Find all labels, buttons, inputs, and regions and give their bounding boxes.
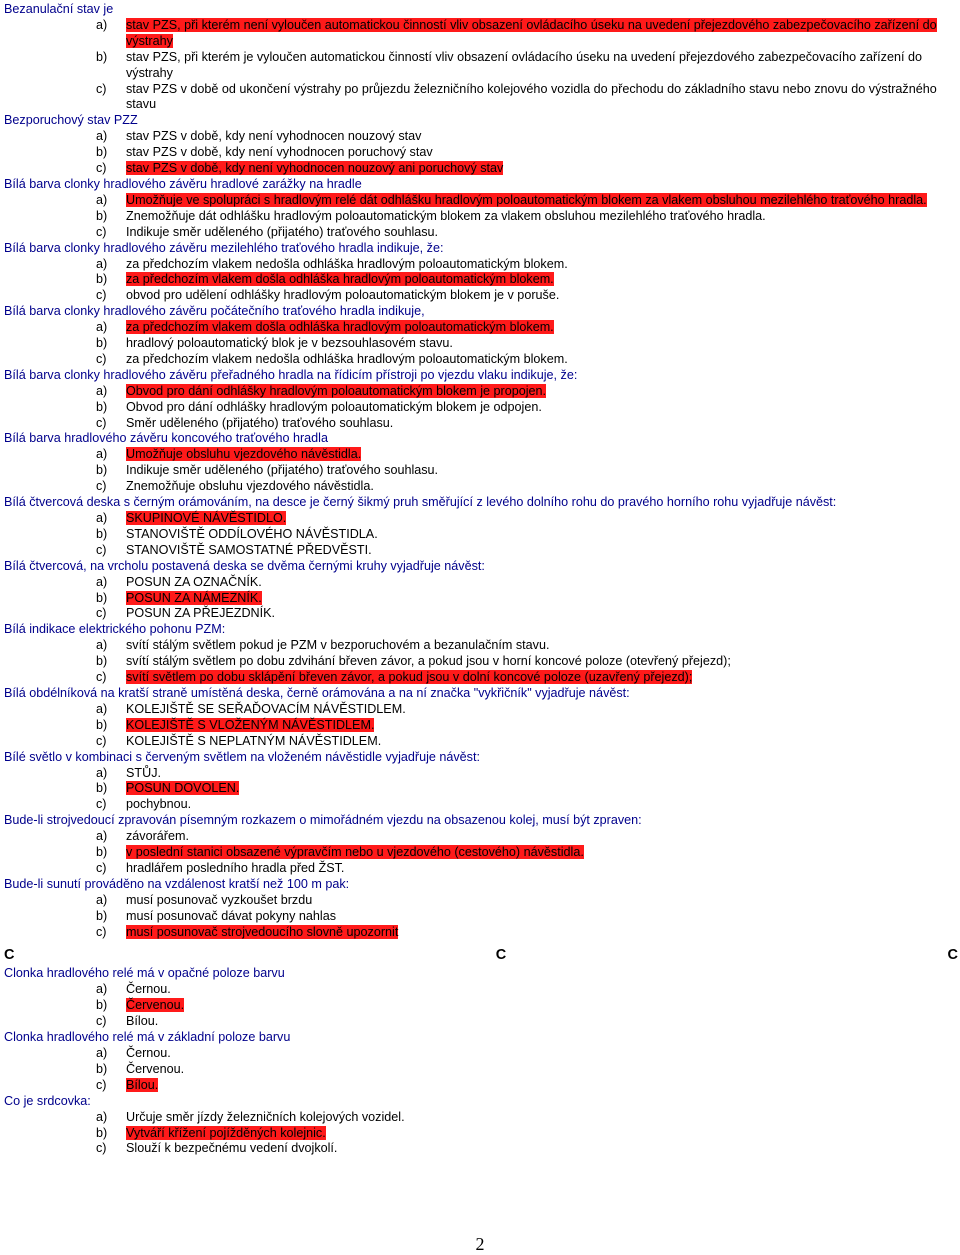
answer-option bbox=[4, 479, 958, 495]
option-text-wrap bbox=[126, 447, 958, 463]
option-text-wrap bbox=[126, 416, 958, 432]
highlighted-answer-text: stav PZS, při kterém není vyloučen automatickou činností vliv obsazení ovládacího úseku na uvedení přejezdového zabezpečovacího zařízení do výstrahy bbox=[126, 17, 937, 48]
option-text: STŮJ. bbox=[126, 765, 161, 780]
option-text: KOLEJIŠTĚ S NEPLATNÝM NÁVĚSTIDLEM. bbox=[126, 733, 382, 748]
option-text-wrap bbox=[126, 575, 958, 591]
option-letter: a) bbox=[96, 574, 108, 589]
option-text: pochybnou. bbox=[126, 797, 192, 812]
option-letter: c) bbox=[96, 161, 107, 176]
question-text: Bílá barva hradlového závěru koncového traťového hradla bbox=[4, 431, 328, 446]
section-marker-row bbox=[4, 946, 958, 964]
answer-option bbox=[4, 1110, 958, 1126]
option-text-wrap bbox=[126, 781, 958, 797]
question-text: Bílé světlo v kombinaci s červeným světlem na vloženém návěstidle vyjadřuje návěst: bbox=[4, 749, 480, 764]
option-letter: b) bbox=[96, 208, 108, 223]
answer-option bbox=[4, 861, 958, 877]
option-letter: a) bbox=[96, 1046, 108, 1060]
answer-option bbox=[4, 591, 958, 607]
option-letter: a) bbox=[96, 447, 108, 462]
answer-option bbox=[4, 543, 958, 559]
option-letter: a) bbox=[96, 638, 108, 653]
answer-option bbox=[4, 82, 958, 114]
option-letter: c) bbox=[96, 81, 107, 96]
question-text: Bílá barva clonky hradlového závěru mezilehlého traťového hradla indikuje, že: bbox=[4, 240, 444, 255]
option-text: KOLEJIŠTĚ SE SEŘAĎOVACÍM NÁVĚSTIDLEM. bbox=[126, 701, 406, 716]
option-text-wrap bbox=[126, 1110, 958, 1126]
option-text-wrap bbox=[126, 797, 958, 813]
option-text-wrap bbox=[126, 225, 958, 241]
option-text: za předchozím vlakem nedošla odhláška hradlovým poloautomatickým blokem. bbox=[126, 351, 568, 366]
option-letter: b) bbox=[96, 463, 108, 478]
option-letter: b) bbox=[96, 590, 108, 605]
option-text-wrap bbox=[126, 129, 958, 145]
question-document bbox=[4, 2, 958, 1157]
option-text-wrap bbox=[126, 766, 958, 782]
highlighted-answer-text: SKUPINOVÉ NÁVĚSTIDLO. bbox=[126, 511, 287, 525]
option-text: Černou. bbox=[126, 1046, 171, 1060]
highlighted-answer-text: POSUN DOVOLEN. bbox=[126, 781, 240, 796]
answer-option bbox=[4, 416, 958, 432]
answer-option bbox=[4, 606, 958, 622]
option-text: STANOVIŠTĚ SAMOSTATNÉ PŘEDVĚSTI. bbox=[126, 542, 372, 557]
highlighted-answer-text: Umožňuje ve spolupráci s hradlovým relé dát odhlášku hradlovým poloautomatickým blokem za vlakem obsluhou mezilehlého traťového hradla. bbox=[126, 192, 927, 207]
option-letter: b) bbox=[96, 49, 108, 64]
answer-option bbox=[4, 352, 958, 368]
option-text-wrap bbox=[126, 702, 958, 718]
option-letter: b) bbox=[96, 717, 108, 732]
highlighted-answer-text: POSUN ZA NÁMEZNÍK. bbox=[126, 590, 262, 605]
option-text: stav PZS v době od ukončení výstrahy po průjezdu železničního kolejového vozidla do přechodu do základního stavu nebo znovu do výstražného stavu bbox=[126, 81, 937, 112]
answer-option bbox=[4, 145, 958, 161]
option-letter: c) bbox=[96, 670, 107, 685]
option-text: za předchozím vlakem nedošla odhláška hradlovým poloautomatickým blokem. bbox=[126, 256, 568, 271]
option-text-wrap bbox=[126, 1062, 958, 1078]
option-text-wrap bbox=[126, 829, 958, 845]
option-text-wrap bbox=[126, 82, 958, 114]
option-text: obvod pro udělení odhlášky hradlovým poloautomatickým blokem je v poruše. bbox=[126, 288, 560, 303]
answer-option bbox=[4, 1141, 958, 1157]
answer-option bbox=[4, 272, 958, 288]
option-text: musí posunovač vyzkoušet brzdu bbox=[126, 892, 313, 907]
option-letter: b) bbox=[96, 654, 108, 669]
answer-option bbox=[4, 400, 958, 416]
question-text: Bude-li strojvedoucí zpravován písemným rozkazem o mimořádném vjezdu na obsazenou kolej, musí být zpraven: bbox=[4, 813, 642, 828]
option-text: Červenou. bbox=[126, 1061, 185, 1076]
question-text: Bílá indikace elektrického pohonu PZM: bbox=[4, 622, 226, 637]
option-text-wrap bbox=[126, 527, 958, 543]
highlighted-answer-text: za předchozím vlakem došla odhláška hradlovým poloautomatickým blokem. bbox=[126, 320, 554, 335]
highlighted-answer-text: Červenou. bbox=[126, 998, 185, 1013]
option-text: stav PZS, při kterém je vyloučen automatickou činností vliv obsazení ovládacího úseku na uvedení přejezdového zabezpečovacího zařízení do výstrahy bbox=[126, 49, 922, 80]
option-text: Indikuje směr uděleného (přijatého) traťového souhlasu. bbox=[126, 224, 439, 239]
option-text-wrap bbox=[126, 893, 958, 909]
option-text: Slouží k bezpečnému vedení dvojkolí. bbox=[126, 1141, 338, 1156]
answer-option bbox=[4, 447, 958, 463]
highlighted-answer-text: Umožňuje obsluhu vjezdového návěstidla. bbox=[126, 447, 362, 462]
option-text-wrap bbox=[126, 925, 958, 941]
option-letter: b) bbox=[96, 145, 108, 160]
option-text-wrap bbox=[126, 209, 958, 225]
option-text: svítí stálým světlem pokud je PZM v bezporuchovém a bezanulačním stavu. bbox=[126, 638, 550, 653]
option-text-wrap bbox=[126, 145, 958, 161]
option-letter: c) bbox=[96, 224, 107, 239]
option-text-wrap bbox=[126, 734, 958, 750]
highlighted-answer-text: v poslední stanici obsazené výpravčím nebo u vjezdového (cestového) návěstidla. bbox=[126, 845, 584, 860]
highlighted-answer-text: musí posunovač strojvedoucího slovně upozornit bbox=[126, 924, 399, 939]
answer-option bbox=[4, 781, 958, 797]
answer-option bbox=[4, 797, 958, 813]
option-letter: c) bbox=[96, 1141, 107, 1156]
option-letter: c) bbox=[96, 479, 107, 494]
option-text: závorářem. bbox=[126, 829, 189, 844]
answer-option bbox=[4, 893, 958, 909]
question-list-before bbox=[4, 2, 958, 940]
answer-option bbox=[4, 18, 958, 50]
option-text-wrap bbox=[126, 511, 958, 527]
answer-option bbox=[4, 511, 958, 527]
option-letter: a) bbox=[96, 829, 108, 844]
option-text-wrap bbox=[126, 718, 958, 734]
option-letter: b) bbox=[96, 1061, 108, 1076]
answer-option bbox=[4, 829, 958, 845]
option-text: Indikuje směr uděleného (přijatého) traťového souhlasu. bbox=[126, 463, 439, 478]
answer-option bbox=[4, 654, 958, 670]
option-text: Určuje směr jízdy železničních kolejových vozidel. bbox=[126, 1109, 405, 1124]
question-text: Co je srdcovka: bbox=[4, 1093, 91, 1108]
section-marker: C bbox=[947, 947, 958, 964]
option-text: Bílou. bbox=[126, 1014, 159, 1029]
answer-option bbox=[4, 527, 958, 543]
answer-option bbox=[4, 288, 958, 304]
option-text: Směr uděleného (přijatého) traťového souhlasu. bbox=[126, 415, 394, 430]
option-letter: c) bbox=[96, 797, 107, 812]
question-text: Bezporuchový stav PZZ bbox=[4, 113, 138, 128]
page-number: 2 bbox=[475, 1234, 485, 1254]
option-text-wrap bbox=[126, 463, 958, 479]
option-text-wrap bbox=[126, 1078, 958, 1094]
option-text: POSUN ZA PŘEJEZDNÍK. bbox=[126, 606, 276, 621]
option-text-wrap bbox=[126, 670, 958, 686]
answer-option bbox=[4, 998, 958, 1014]
option-text-wrap bbox=[126, 1046, 958, 1062]
answer-option bbox=[4, 225, 958, 241]
question-text: Bude-li sunutí prováděno na vzdálenost kratší než 100 m pak: bbox=[4, 876, 350, 891]
answer-option bbox=[4, 257, 958, 273]
option-text: Obvod pro dání odhlášky hradlovým poloautomatickým blokem je odpojen. bbox=[126, 399, 542, 414]
highlighted-answer-text: Vytváří křížení pojížděných kolejnic. bbox=[126, 1125, 326, 1140]
highlighted-answer-text: svítí světlem po dobu sklápění břeven závor, a pokud jsou v dolní koncové poloze (uzavřený přejezd); bbox=[126, 670, 693, 685]
answer-option bbox=[4, 384, 958, 400]
option-text: svítí stálým světlem po dobu zdvihání břeven závor, a pokud jsou v horní koncové poloze (otevřený přejezd); bbox=[126, 654, 731, 669]
answer-option bbox=[4, 982, 958, 998]
option-text: hradlový poloautomatický blok je v bezsouhlasovém stavu. bbox=[126, 336, 453, 351]
option-text-wrap bbox=[126, 384, 958, 400]
option-text: POSUN ZA OZNAČNÍK. bbox=[126, 574, 262, 589]
answer-option bbox=[4, 193, 958, 209]
highlighted-answer-text: stav PZS v době, kdy není vyhodnocen nouzový ani poruchový stav bbox=[126, 161, 504, 176]
option-text-wrap bbox=[126, 288, 958, 304]
option-text-wrap bbox=[126, 638, 958, 654]
option-letter: b) bbox=[96, 526, 108, 541]
option-text-wrap bbox=[126, 1014, 958, 1030]
highlighted-answer-text: KOLEJIŠTĚ S VLOŽENÝM NÁVĚSTIDLEM. bbox=[126, 717, 375, 732]
option-letter: c) bbox=[96, 606, 107, 621]
option-text: musí posunovač dávat pokyny nahlas bbox=[126, 908, 337, 923]
answer-option bbox=[4, 336, 958, 352]
option-text-wrap bbox=[126, 400, 958, 416]
option-text-wrap bbox=[126, 861, 958, 877]
option-letter: c) bbox=[96, 288, 107, 303]
option-text: Černou. bbox=[126, 982, 171, 997]
option-letter: a) bbox=[96, 17, 108, 32]
answer-option bbox=[4, 670, 958, 686]
answer-option bbox=[4, 161, 958, 177]
option-text-wrap bbox=[126, 909, 958, 925]
highlighted-answer-text: za předchozím vlakem došla odhláška hradlovým poloautomatickým blokem. bbox=[126, 272, 554, 287]
answer-option bbox=[4, 209, 958, 225]
option-text-wrap bbox=[126, 845, 958, 861]
option-letter: b) bbox=[96, 908, 108, 923]
option-letter: a) bbox=[96, 129, 108, 144]
option-letter: c) bbox=[96, 351, 107, 366]
option-letter: c) bbox=[96, 860, 107, 875]
option-letter: a) bbox=[96, 511, 108, 525]
option-text-wrap bbox=[126, 654, 958, 670]
option-text: stav PZS v době, kdy není vyhodnocen nouzový stav bbox=[126, 129, 422, 144]
option-text-wrap bbox=[126, 591, 958, 607]
option-letter: a) bbox=[96, 701, 108, 716]
option-text-wrap bbox=[126, 982, 958, 998]
answer-option bbox=[4, 50, 958, 82]
question-text: Bílá barva clonky hradlového závěru počátečního traťového hradla indikuje, bbox=[4, 304, 425, 319]
option-text: STANOVIŠTĚ ODDÍLOVÉHO NÁVĚSTIDLA. bbox=[126, 526, 378, 541]
option-text-wrap bbox=[126, 543, 958, 559]
option-letter: a) bbox=[96, 892, 108, 907]
question-text: Clonka hradlového relé má v opačné poloze barvu bbox=[4, 966, 285, 981]
section-marker: C bbox=[4, 947, 15, 964]
option-text-wrap bbox=[126, 1141, 958, 1157]
answer-option bbox=[4, 129, 958, 145]
option-letter: b) bbox=[96, 845, 108, 860]
question-text: Clonka hradlového relé má v základní poloze barvu bbox=[4, 1030, 291, 1045]
option-letter: b) bbox=[96, 336, 108, 351]
question-text: Bezanulační stav je bbox=[4, 2, 114, 16]
answer-option bbox=[4, 638, 958, 654]
option-letter: b) bbox=[96, 998, 108, 1013]
answer-option bbox=[4, 463, 958, 479]
answer-option bbox=[4, 1062, 958, 1078]
option-text-wrap bbox=[126, 193, 958, 209]
option-letter: a) bbox=[96, 982, 108, 997]
option-letter: c) bbox=[96, 733, 107, 748]
option-letter: c) bbox=[96, 542, 107, 557]
option-letter: a) bbox=[96, 1109, 108, 1124]
option-text-wrap bbox=[126, 998, 958, 1014]
option-letter: a) bbox=[96, 192, 108, 207]
option-text-wrap bbox=[126, 479, 958, 495]
answer-option bbox=[4, 766, 958, 782]
highlighted-answer-text: Bílou. bbox=[126, 1077, 159, 1092]
answer-option bbox=[4, 909, 958, 925]
option-letter: a) bbox=[96, 383, 108, 398]
question-text: Bílá barva clonky hradlového závěru hradlové zarážky na hradle bbox=[4, 176, 362, 191]
highlighted-answer-text: Obvod pro dání odhlášky hradlovým poloautomatickým blokem je propojen. bbox=[126, 383, 547, 398]
answer-option bbox=[4, 1046, 958, 1062]
option-letter: b) bbox=[96, 399, 108, 414]
option-text-wrap bbox=[126, 352, 958, 368]
question-list-after bbox=[4, 966, 958, 1157]
option-text: stav PZS v době, kdy není vyhodnocen poruchový stav bbox=[126, 145, 433, 160]
option-text-wrap bbox=[126, 18, 958, 50]
option-text-wrap bbox=[126, 336, 958, 352]
option-letter: a) bbox=[96, 320, 108, 335]
answer-option bbox=[4, 845, 958, 861]
section-marker: C bbox=[495, 947, 507, 964]
question-text: Bílá barva clonky hradlového závěru přeřadného hradla na řídicím přístroji po vjezdu vlaku indikuje, že: bbox=[4, 367, 578, 382]
option-text-wrap bbox=[126, 50, 958, 82]
option-letter: c) bbox=[96, 1014, 107, 1029]
option-text-wrap bbox=[126, 1126, 958, 1142]
option-letter: b) bbox=[96, 272, 108, 287]
answer-option bbox=[4, 1078, 958, 1094]
answer-option bbox=[4, 734, 958, 750]
question-text: Bílá čtvercová, na vrcholu postavená deska se dvěma černými kruhy vyjadřuje návěst: bbox=[4, 558, 485, 573]
option-text: Znemožňuje dát odhlášku hradlovým poloautomatickým blokem za vlakem obsluhou mezilehlého traťového hradla. bbox=[126, 208, 766, 223]
option-letter: c) bbox=[96, 924, 107, 939]
answer-option bbox=[4, 718, 958, 734]
option-letter: c) bbox=[96, 415, 107, 430]
option-text-wrap bbox=[126, 320, 958, 336]
option-letter: c) bbox=[96, 1077, 107, 1092]
option-letter: b) bbox=[96, 781, 108, 796]
answer-option bbox=[4, 1126, 958, 1142]
option-letter: a) bbox=[96, 765, 108, 780]
option-text: hradlářem posledního hradla před ŽST. bbox=[126, 860, 345, 875]
answer-option bbox=[4, 702, 958, 718]
answer-option bbox=[4, 1014, 958, 1030]
option-text-wrap bbox=[126, 257, 958, 273]
option-text-wrap bbox=[126, 272, 958, 288]
option-letter: b) bbox=[96, 1125, 108, 1140]
question-text: Bílá čtvercová deska s černým orámováním, na desce je černý šikmý pruh směřující z levého dolního rohu do pravého horního rohu vyjadřuje návěst: bbox=[4, 495, 837, 510]
option-text-wrap bbox=[126, 161, 958, 177]
option-letter: a) bbox=[96, 256, 108, 271]
option-text-wrap bbox=[126, 606, 958, 622]
question-text: Bílá obdélníková na kratší straně umístěná deska, černě orámována a na ní značka "vykřičník" vyjadřuje návěst: bbox=[4, 685, 630, 700]
answer-option bbox=[4, 925, 958, 941]
answer-option bbox=[4, 320, 958, 336]
option-text: Znemožňuje obsluhu vjezdového návěstidla. bbox=[126, 479, 374, 494]
answer-option bbox=[4, 575, 958, 591]
